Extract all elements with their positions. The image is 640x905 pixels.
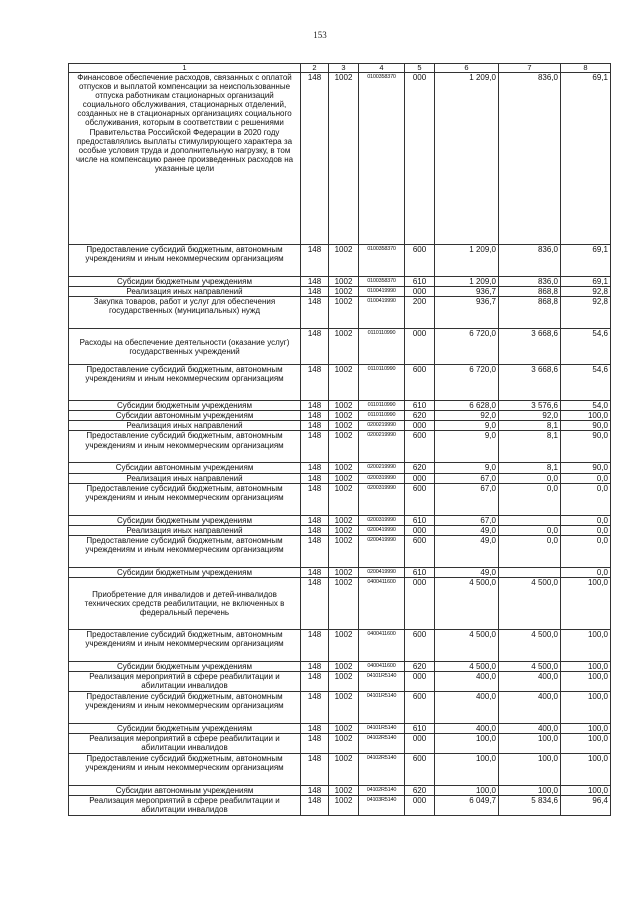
section-code-cell: 1002 — [329, 401, 359, 411]
target-article-cell: 0200419990 — [359, 535, 405, 567]
ministry-code-cell: 148 — [301, 73, 329, 245]
executed-amount-cell: 400,0 — [499, 672, 561, 692]
execution-percent-cell: 100,0 — [561, 577, 611, 629]
planned-amount-cell: 49,0 — [435, 535, 499, 567]
table-row — [69, 661, 611, 671]
planned-amount-cell: 936,7 — [435, 287, 499, 297]
section-code-cell: 1002 — [329, 796, 359, 816]
ministry-code-cell: 148 — [301, 329, 329, 365]
target-article-cell: 04101R5140 — [359, 724, 405, 734]
expense-name-cell: Субсидии бюджетным учреждениям — [69, 515, 301, 525]
section-code-cell: 1002 — [329, 473, 359, 483]
planned-amount-cell: 1 209,0 — [435, 277, 499, 287]
expense-name-cell: Предоставление субсидий бюджетным, автономным учреждениям и иным некоммерческим организациям — [69, 365, 301, 401]
executed-amount-cell: 836,0 — [499, 245, 561, 277]
ministry-code-cell: 148 — [301, 724, 329, 734]
table-row — [69, 786, 611, 796]
expense-type-cell: 600 — [405, 692, 435, 724]
expense-type-cell: 600 — [405, 483, 435, 515]
column-header: 4 — [359, 64, 405, 73]
page-number: 153 — [313, 30, 327, 40]
planned-amount-cell: 6 720,0 — [435, 329, 499, 365]
execution-percent-cell: 0,0 — [561, 515, 611, 525]
target-article-cell: 04103R5140 — [359, 796, 405, 816]
execution-percent-cell: 0,0 — [561, 483, 611, 515]
execution-percent-cell: 69,1 — [561, 73, 611, 245]
ministry-code-cell: 148 — [301, 245, 329, 277]
planned-amount-cell: 400,0 — [435, 692, 499, 724]
execution-percent-cell: 100,0 — [561, 672, 611, 692]
execution-percent-cell: 100,0 — [561, 724, 611, 734]
table-row — [69, 463, 611, 473]
expense-type-cell: 600 — [405, 431, 435, 463]
section-code-cell: 1002 — [329, 421, 359, 431]
expense-name-cell: Субсидии автономным учреждениям — [69, 411, 301, 421]
table-row — [69, 245, 611, 277]
execution-percent-cell: 0,0 — [561, 473, 611, 483]
execution-percent-cell: 100,0 — [561, 661, 611, 671]
executed-amount-cell: 3 576,6 — [499, 401, 561, 411]
expense-type-cell: 200 — [405, 297, 435, 329]
executed-amount-cell: 8,1 — [499, 421, 561, 431]
planned-amount-cell: 67,0 — [435, 473, 499, 483]
execution-percent-cell: 96,4 — [561, 796, 611, 816]
ministry-code-cell: 148 — [301, 672, 329, 692]
expense-name-cell: Закупка товаров, работ и услуг для обеспечения государственных (муниципальных) нужд — [69, 297, 301, 329]
execution-percent-cell: 100,0 — [561, 629, 611, 661]
expense-name-cell: Реализация мероприятий в сфере реабилитации и абилитации инвалидов — [69, 672, 301, 692]
target-article-cell: 0110110990 — [359, 411, 405, 421]
execution-percent-cell: 100,0 — [561, 734, 611, 754]
execution-percent-cell: 92,8 — [561, 287, 611, 297]
executed-amount-cell: 4 500,0 — [499, 629, 561, 661]
target-article-cell: 0200419990 — [359, 567, 405, 577]
expense-name-cell: Субсидии бюджетным учреждениям — [69, 567, 301, 577]
executed-amount-cell: 3 668,6 — [499, 365, 561, 401]
section-code-cell: 1002 — [329, 754, 359, 786]
section-code-cell: 1002 — [329, 365, 359, 401]
expense-name-cell: Субсидии автономным учреждениям — [69, 463, 301, 473]
executed-amount-cell — [499, 515, 561, 525]
column-header: 1 — [69, 64, 301, 73]
expense-type-cell: 000 — [405, 577, 435, 629]
planned-amount-cell: 9,0 — [435, 431, 499, 463]
ministry-code-cell: 148 — [301, 692, 329, 724]
expense-name-cell: Финансовое обеспечение расходов, связанных с оплатой отпусков и выплатой компенсации за неиспользованные отпуска работникам стационарных организаций социального обслуживания, стационарных отделений, созданных не в стационарных организациях социального обслуживания, которым в соответствии с решениями Правительства Российской Федерации в 2020 году предоставлялись выплаты стимулирующего характера за особые условия труда и дополнительную нагрузку, в том числе на компенсацию ранее произведенных расходов на указанные цели — [69, 73, 301, 245]
table-row — [69, 411, 611, 421]
target-article-cell: 0200319990 — [359, 515, 405, 525]
execution-percent-cell: 54,6 — [561, 365, 611, 401]
ministry-code-cell: 148 — [301, 421, 329, 431]
table-row — [69, 431, 611, 463]
table-row — [69, 629, 611, 661]
expense-type-cell: 000 — [405, 796, 435, 816]
ministry-code-cell: 148 — [301, 431, 329, 463]
ministry-code-cell: 148 — [301, 473, 329, 483]
ministry-code-cell: 148 — [301, 287, 329, 297]
table-header-row — [69, 64, 611, 73]
target-article-cell: 0200219990 — [359, 421, 405, 431]
ministry-code-cell: 148 — [301, 297, 329, 329]
table-row — [69, 796, 611, 816]
table-row — [69, 577, 611, 629]
ministry-code-cell: 148 — [301, 277, 329, 287]
executed-amount-cell: 0,0 — [499, 473, 561, 483]
expense-name-cell: Субсидии бюджетным учреждениям — [69, 661, 301, 671]
ministry-code-cell: 148 — [301, 401, 329, 411]
executed-amount-cell: 8,1 — [499, 463, 561, 473]
target-article-cell: 0400411600 — [359, 661, 405, 671]
target-article-cell: 0100358370 — [359, 245, 405, 277]
expense-type-cell: 620 — [405, 661, 435, 671]
expense-type-cell: 620 — [405, 786, 435, 796]
executed-amount-cell: 868,8 — [499, 287, 561, 297]
planned-amount-cell: 6 049,7 — [435, 796, 499, 816]
planned-amount-cell: 936,7 — [435, 297, 499, 329]
planned-amount-cell: 1 209,0 — [435, 73, 499, 245]
execution-percent-cell: 100,0 — [561, 692, 611, 724]
ministry-code-cell: 148 — [301, 515, 329, 525]
column-header: 7 — [499, 64, 561, 73]
section-code-cell: 1002 — [329, 672, 359, 692]
table-row — [69, 567, 611, 577]
expense-type-cell: 620 — [405, 411, 435, 421]
executed-amount-cell: 4 500,0 — [499, 577, 561, 629]
target-article-cell: 04102R5140 — [359, 754, 405, 786]
expense-type-cell: 600 — [405, 754, 435, 786]
section-code-cell: 1002 — [329, 287, 359, 297]
planned-amount-cell: 100,0 — [435, 754, 499, 786]
expense-type-cell: 600 — [405, 245, 435, 277]
planned-amount-cell: 100,0 — [435, 734, 499, 754]
expense-name-cell: Реализация иных направлений — [69, 473, 301, 483]
execution-percent-cell: 69,1 — [561, 277, 611, 287]
target-article-cell: 04102R5140 — [359, 734, 405, 754]
target-article-cell: 0400411600 — [359, 577, 405, 629]
executed-amount-cell — [499, 567, 561, 577]
section-code-cell: 1002 — [329, 73, 359, 245]
expense-type-cell: 600 — [405, 535, 435, 567]
target-article-cell: 0100358370 — [359, 73, 405, 245]
execution-percent-cell: 90,0 — [561, 431, 611, 463]
planned-amount-cell: 9,0 — [435, 463, 499, 473]
executed-amount-cell: 400,0 — [499, 692, 561, 724]
section-code-cell: 1002 — [329, 525, 359, 535]
table-row — [69, 277, 611, 287]
expense-type-cell: 620 — [405, 463, 435, 473]
expense-name-cell: Предоставление субсидий бюджетным, автономным учреждениям и иным некоммерческим организациям — [69, 535, 301, 567]
ministry-code-cell: 148 — [301, 629, 329, 661]
planned-amount-cell: 6 720,0 — [435, 365, 499, 401]
ministry-code-cell: 148 — [301, 463, 329, 473]
expense-name-cell: Предоставление субсидий бюджетным, автономным учреждениям и иным некоммерческим организациям — [69, 692, 301, 724]
target-article-cell: 04102R5140 — [359, 786, 405, 796]
section-code-cell: 1002 — [329, 734, 359, 754]
expense-name-cell: Расходы на обеспечение деятельности (оказание услуг) государственных учреждений — [69, 329, 301, 365]
table-row — [69, 515, 611, 525]
ministry-code-cell: 148 — [301, 411, 329, 421]
expense-type-cell: 000 — [405, 73, 435, 245]
planned-amount-cell: 49,0 — [435, 567, 499, 577]
table-row — [69, 672, 611, 692]
expense-type-cell: 600 — [405, 365, 435, 401]
expense-name-cell: Реализация иных направлений — [69, 287, 301, 297]
expense-name-cell: Реализация мероприятий в сфере реабилитации и абилитации инвалидов — [69, 734, 301, 754]
planned-amount-cell: 400,0 — [435, 724, 499, 734]
planned-amount-cell: 4 500,0 — [435, 577, 499, 629]
executed-amount-cell: 0,0 — [499, 483, 561, 515]
execution-percent-cell: 69,1 — [561, 245, 611, 277]
expense-type-cell: 610 — [405, 401, 435, 411]
ministry-code-cell: 148 — [301, 786, 329, 796]
table-row — [69, 297, 611, 329]
table-row — [69, 535, 611, 567]
execution-percent-cell: 92,8 — [561, 297, 611, 329]
section-code-cell: 1002 — [329, 329, 359, 365]
target-article-cell: 0200419990 — [359, 525, 405, 535]
section-code-cell: 1002 — [329, 692, 359, 724]
table-row — [69, 73, 611, 245]
expense-type-cell: 000 — [405, 329, 435, 365]
table-row — [69, 724, 611, 734]
table-row — [69, 365, 611, 401]
execution-percent-cell: 0,0 — [561, 567, 611, 577]
table-row — [69, 287, 611, 297]
section-code-cell: 1002 — [329, 661, 359, 671]
section-code-cell: 1002 — [329, 567, 359, 577]
section-code-cell: 1002 — [329, 297, 359, 329]
expense-type-cell: 610 — [405, 567, 435, 577]
section-code-cell: 1002 — [329, 629, 359, 661]
target-article-cell: 04101R5140 — [359, 692, 405, 724]
executed-amount-cell: 100,0 — [499, 754, 561, 786]
executed-amount-cell: 836,0 — [499, 277, 561, 287]
expense-name-cell: Субсидии бюджетным учреждениям — [69, 277, 301, 287]
table-row — [69, 329, 611, 365]
planned-amount-cell: 67,0 — [435, 515, 499, 525]
ministry-code-cell: 148 — [301, 567, 329, 577]
section-code-cell: 1002 — [329, 245, 359, 277]
execution-percent-cell: 54,6 — [561, 329, 611, 365]
planned-amount-cell: 1 209,0 — [435, 245, 499, 277]
target-article-cell: 0100419990 — [359, 297, 405, 329]
expense-name-cell: Субсидии бюджетным учреждениям — [69, 401, 301, 411]
section-code-cell: 1002 — [329, 786, 359, 796]
execution-percent-cell: 100,0 — [561, 786, 611, 796]
section-code-cell: 1002 — [329, 411, 359, 421]
planned-amount-cell: 4 500,0 — [435, 661, 499, 671]
planned-amount-cell: 9,0 — [435, 421, 499, 431]
expense-type-cell: 600 — [405, 629, 435, 661]
target-article-cell: 04101R5140 — [359, 672, 405, 692]
ministry-code-cell: 148 — [301, 796, 329, 816]
section-code-cell: 1002 — [329, 277, 359, 287]
planned-amount-cell: 6 628,0 — [435, 401, 499, 411]
section-code-cell: 1002 — [329, 724, 359, 734]
planned-amount-cell: 67,0 — [435, 483, 499, 515]
table-row — [69, 692, 611, 724]
planned-amount-cell: 92,0 — [435, 411, 499, 421]
executed-amount-cell: 0,0 — [499, 525, 561, 535]
ministry-code-cell: 148 — [301, 535, 329, 567]
expense-name-cell: Субсидии бюджетным учреждениям — [69, 724, 301, 734]
ministry-code-cell: 148 — [301, 661, 329, 671]
target-article-cell: 0200319990 — [359, 473, 405, 483]
executed-amount-cell: 100,0 — [499, 734, 561, 754]
ministry-code-cell: 148 — [301, 734, 329, 754]
table-row — [69, 754, 611, 786]
section-code-cell: 1002 — [329, 577, 359, 629]
expense-name-cell: Реализация мероприятий в сфере реабилитации и абилитации инвалидов — [69, 796, 301, 816]
expense-name-cell: Предоставление субсидий бюджетным, автономным учреждениям и иным некоммерческим организациям — [69, 629, 301, 661]
budget-table — [68, 63, 611, 816]
ministry-code-cell: 148 — [301, 754, 329, 786]
execution-percent-cell: 90,0 — [561, 421, 611, 431]
target-article-cell: 0100419990 — [359, 287, 405, 297]
table-row — [69, 473, 611, 483]
expense-name-cell: Предоставление субсидий бюджетным, автономным учреждениям и иным некоммерческим организациям — [69, 483, 301, 515]
execution-percent-cell: 100,0 — [561, 411, 611, 421]
column-header: 6 — [435, 64, 499, 73]
expense-type-cell: 000 — [405, 525, 435, 535]
expense-type-cell: 610 — [405, 277, 435, 287]
execution-percent-cell: 100,0 — [561, 754, 611, 786]
ministry-code-cell: 148 — [301, 525, 329, 535]
target-article-cell: 0110110990 — [359, 329, 405, 365]
expense-type-cell: 000 — [405, 672, 435, 692]
executed-amount-cell: 400,0 — [499, 724, 561, 734]
table-body — [69, 64, 611, 816]
ministry-code-cell: 148 — [301, 483, 329, 515]
execution-percent-cell: 0,0 — [561, 525, 611, 535]
ministry-code-cell: 148 — [301, 365, 329, 401]
ministry-code-cell: 148 — [301, 577, 329, 629]
executed-amount-cell: 8,1 — [499, 431, 561, 463]
executed-amount-cell: 0,0 — [499, 535, 561, 567]
section-code-cell: 1002 — [329, 535, 359, 567]
execution-percent-cell: 0,0 — [561, 535, 611, 567]
target-article-cell: 0400411600 — [359, 629, 405, 661]
column-header: 5 — [405, 64, 435, 73]
expense-name-cell: Реализация иных направлений — [69, 421, 301, 431]
planned-amount-cell: 400,0 — [435, 672, 499, 692]
section-code-cell: 1002 — [329, 463, 359, 473]
target-article-cell: 0110110990 — [359, 365, 405, 401]
executed-amount-cell: 868,8 — [499, 297, 561, 329]
expense-name-cell: Предоставление субсидий бюджетным, автономным учреждениям и иным некоммерческим организациям — [69, 431, 301, 463]
executed-amount-cell: 4 500,0 — [499, 661, 561, 671]
section-code-cell: 1002 — [329, 431, 359, 463]
planned-amount-cell: 49,0 — [435, 525, 499, 535]
column-header: 2 — [301, 64, 329, 73]
table-row — [69, 734, 611, 754]
executed-amount-cell: 92,0 — [499, 411, 561, 421]
column-header: 8 — [561, 64, 611, 73]
table-row — [69, 525, 611, 535]
executed-amount-cell: 3 668,6 — [499, 329, 561, 365]
executed-amount-cell: 100,0 — [499, 786, 561, 796]
target-article-cell: 0100358370 — [359, 277, 405, 287]
expense-name-cell: Реализация иных направлений — [69, 525, 301, 535]
table-row — [69, 483, 611, 515]
executed-amount-cell: 5 834,6 — [499, 796, 561, 816]
target-article-cell: 0110110990 — [359, 401, 405, 411]
section-code-cell: 1002 — [329, 515, 359, 525]
planned-amount-cell: 100,0 — [435, 786, 499, 796]
expense-name-cell: Предоставление субсидий бюджетным, автономным учреждениям и иным некоммерческим организациям — [69, 754, 301, 786]
target-article-cell: 0200319990 — [359, 483, 405, 515]
expense-name-cell: Субсидии автономным учреждениям — [69, 786, 301, 796]
planned-amount-cell: 4 500,0 — [435, 629, 499, 661]
expense-type-cell: 000 — [405, 734, 435, 754]
expense-type-cell: 610 — [405, 724, 435, 734]
expense-name-cell: Предоставление субсидий бюджетным, автономным учреждениям и иным некоммерческим организациям — [69, 245, 301, 277]
table-row — [69, 421, 611, 431]
execution-percent-cell: 54,0 — [561, 401, 611, 411]
executed-amount-cell: 836,0 — [499, 73, 561, 245]
expense-type-cell: 610 — [405, 515, 435, 525]
expense-type-cell: 000 — [405, 421, 435, 431]
expense-name-cell: Приобретение для инвалидов и детей-инвалидов технических средств реабилитации, не включенных в федеральный перечень — [69, 577, 301, 629]
target-article-cell: 0200219990 — [359, 463, 405, 473]
column-header: 3 — [329, 64, 359, 73]
target-article-cell: 0200219990 — [359, 431, 405, 463]
execution-percent-cell: 90,0 — [561, 463, 611, 473]
expense-type-cell: 000 — [405, 473, 435, 483]
section-code-cell: 1002 — [329, 483, 359, 515]
table-row — [69, 401, 611, 411]
expense-type-cell: 000 — [405, 287, 435, 297]
